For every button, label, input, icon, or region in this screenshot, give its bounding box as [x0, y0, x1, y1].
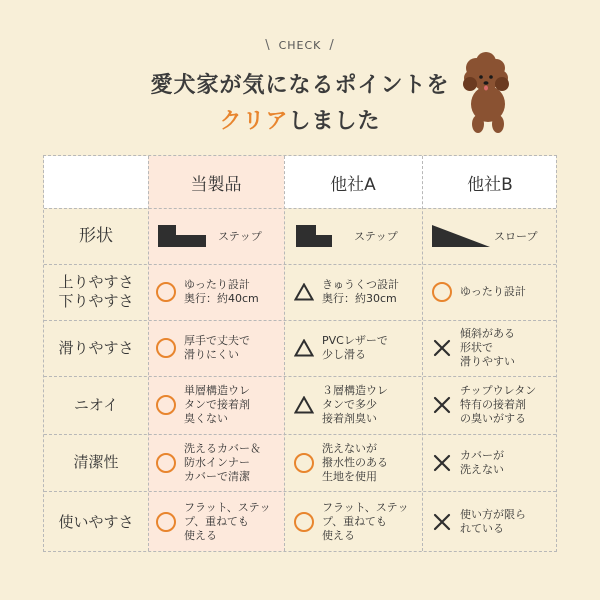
comparison-cell: [432, 320, 558, 376]
triangle-icon: [294, 395, 314, 415]
comparison-table: [43, 155, 557, 552]
column-header-company-b: 他社B: [467, 174, 513, 195]
cell-text: 使い方が限ら れている: [460, 508, 526, 535]
shape-cell-company-a: [296, 208, 422, 264]
circle-icon: [156, 512, 176, 532]
comparison-cell: [156, 320, 284, 376]
cell-text: カバーが 洗えない: [460, 448, 504, 476]
circle-icon: [156, 395, 176, 415]
cross-icon: [432, 395, 452, 415]
comparison-cell: [294, 264, 422, 320]
row-label-shape: 形状: [79, 225, 113, 246]
step-shape-icon: [158, 225, 208, 247]
row-label: ニオイ: [73, 395, 119, 414]
column-header-company-a: 他社A: [330, 174, 376, 195]
triangle-icon: [294, 338, 314, 358]
cell-text: ゆったり設計: [460, 285, 526, 298]
cell-text: チップウレタン 特有の接着剤 の臭いがする: [460, 384, 537, 425]
cell-text: 厚手で丈夫で 滑りにくい: [184, 334, 250, 361]
headline-accent: クリア: [219, 109, 289, 134]
cell-text: ３層構造ウレ タンで多少 接着剤臭い: [322, 384, 388, 425]
circle-icon: [156, 338, 176, 358]
circle-icon: [294, 453, 314, 473]
comparison-cell: [294, 491, 422, 553]
cell-text: フラット、ステッ プ、重ねても 使える: [184, 501, 271, 542]
cell-text: 単層構造ウレ タンで接着剤 臭くない: [184, 384, 250, 425]
check-label: CHECK: [278, 39, 322, 52]
comparison-cell: [156, 264, 284, 320]
cell-text: ゆったり設計 奥行：約40cm: [184, 278, 259, 305]
cell-text: PVCレザーで 少し滑る: [322, 334, 388, 361]
slope-shape-icon: [432, 225, 490, 247]
row-label: 滑りやすさ: [58, 338, 134, 357]
cell-text: フラット、ステッ プ、重ねても 使える: [322, 501, 409, 542]
column-header-our-product: 当製品: [190, 174, 242, 195]
triangle-icon: [294, 282, 314, 302]
check-heading: [0, 38, 600, 53]
row-label: 清潔性: [73, 453, 119, 471]
step-shape-icon: [296, 225, 332, 247]
headline-line-1: 愛犬家が気になるポイントを: [150, 73, 450, 98]
cross-icon: [432, 512, 452, 532]
comparison-cell: [294, 376, 422, 434]
comparison-cell: [294, 434, 422, 491]
left-slash-decoration: \: [265, 38, 271, 53]
shape-cell-our-product: [158, 208, 284, 264]
cell-text: 洗えるカバー＆ 防水インナー カバーで清潔: [184, 441, 261, 483]
headline-rest: しました: [288, 109, 381, 134]
right-slash-decoration: /: [329, 38, 335, 53]
circle-icon: [156, 453, 176, 473]
comparison-cell: [432, 491, 558, 553]
shape-cell-company-b: [432, 208, 558, 264]
circle-icon: [432, 282, 452, 302]
cross-icon: [432, 338, 452, 358]
row-label: 上りやすさ 下りやすさ: [58, 273, 134, 310]
cell-text: きゅうくつ設計 奥行：約30cm: [322, 278, 399, 305]
circle-icon: [156, 282, 176, 302]
cell-text: 洗えないが 撥水性のある 生地を使用: [322, 441, 388, 483]
comparison-cell: [432, 376, 558, 434]
comparison-cell: [432, 434, 558, 491]
shape-label: ステップ: [354, 230, 398, 243]
comparison-cell: [156, 376, 284, 434]
circle-icon: [294, 512, 314, 532]
shape-label: スロープ: [494, 230, 538, 243]
comparison-cell: [156, 491, 284, 553]
cross-icon: [432, 453, 452, 473]
row-label: 使いやすさ: [58, 512, 134, 531]
comparison-cell: [432, 264, 558, 320]
poodle-dog-image: [458, 52, 518, 134]
shape-label: ステップ: [218, 230, 262, 243]
cell-text: 傾斜がある 形状で 滑りやすい: [460, 327, 515, 368]
comparison-cell: [294, 320, 422, 376]
comparison-cell: [156, 434, 284, 491]
